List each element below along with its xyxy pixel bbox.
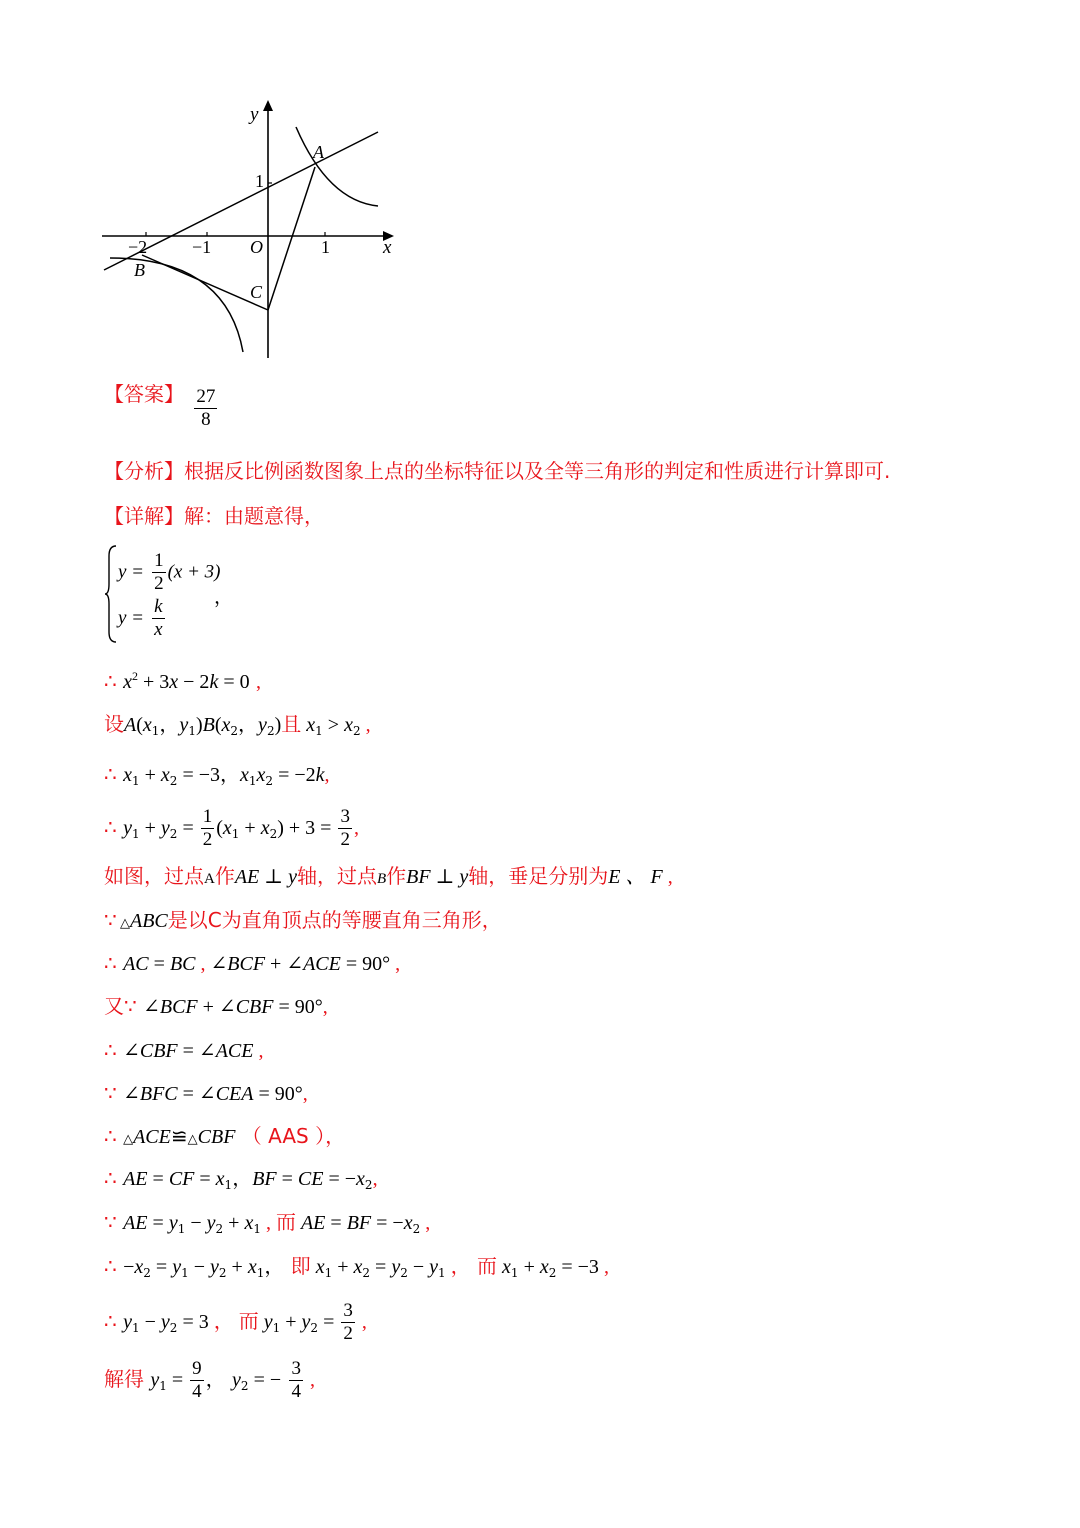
- step-difference: ∴ $y_1 - y_2 = 3$ ， 而 $y_1 + y_2$ = $\frac{3}{2}$ ,: [104, 1300, 367, 1344]
- analysis-text: 根据反比例函数图象上点的坐标特征以及全等三角形的判定和性质进行计算即可.: [184, 459, 891, 483]
- answer-line: [104, 380, 219, 431]
- eq1-frac-num: 1: [154, 550, 164, 571]
- step-construction: 如图，过点A作AE ⊥ y轴，过点B作BF ⊥ y轴，垂足分别为E 、 F ,: [104, 864, 673, 888]
- step-congruent: ∴ △ACE≌△CBF （ AAS ），: [104, 1124, 346, 1148]
- tick-x-neg2: −2: [128, 237, 148, 257]
- equation-system: [104, 544, 304, 644]
- step-combine: ∴ $-x_2 = y_1 - y_2 + x_1$， 即 $x_1 + x_2 = y_2 - y_1$ ， 而 $x_1 + x_2 = -3$ ,: [104, 1254, 609, 1280]
- left-brace-icon: [104, 544, 118, 644]
- eq1-fraction: [152, 550, 166, 595]
- tick-x-neg1: −1: [192, 237, 212, 257]
- detail-text: 解：由题意得，: [184, 504, 324, 528]
- eq2-fraction: [152, 596, 164, 641]
- y-axis-arrow-icon: [263, 100, 273, 111]
- system-trailing-comma: ，: [214, 587, 234, 608]
- eq2-frac-den: x: [154, 619, 163, 640]
- step-equal-angles: ∴ ∠CBF = ∠ACE ,: [104, 1038, 264, 1062]
- eq1-rhs: (x + 3): [167, 561, 221, 583]
- axis-x-label: x: [383, 237, 392, 258]
- step-vieta: ∴ $x_1 + x_2 = -3$，$x_1x_2 = -2k$,: [104, 762, 330, 788]
- step-set-points: 设$A(x_1$，$y_1)B(x_2$，$y_2$)且 $x_1 > x_2$ ,: [104, 712, 371, 738]
- step-ac-bc: ∴ AC = BC , ∠BCF + ∠ACE = 90° ,: [104, 951, 401, 975]
- step-isosceles: ∵ △ABC是以C为直角顶点的等腰直角三角形，: [104, 908, 502, 932]
- axis-y-label: y: [250, 104, 259, 125]
- origin-label: O: [250, 237, 263, 257]
- tick-y-1: 1: [255, 171, 264, 191]
- step-segments: ∴ AE = CF = $x_1$，BF = CE = $-x_2$,: [104, 1166, 378, 1192]
- detail-line: [104, 502, 324, 530]
- point-b-label: B: [134, 260, 145, 280]
- answer-denominator: 8: [201, 409, 211, 430]
- detail-tag: 【详解】: [104, 504, 184, 528]
- point-a-label: A: [313, 142, 324, 162]
- coordinate-figure: [96, 96, 516, 366]
- answer-numerator: 27: [196, 386, 216, 407]
- eq1-lhs: y =: [118, 561, 145, 583]
- hyperbola-branch-left: [110, 258, 243, 352]
- step-solve: 解得 $y_1$ = $\frac{9}{4}$ ， $y_2$ = − $\frac{3}{4}$ ,: [104, 1358, 315, 1402]
- analysis-line: [104, 457, 890, 485]
- tick-x-1: 1: [321, 237, 330, 257]
- step-right-angles: ∵ ∠BFC = ∠CEA = 90°,: [104, 1081, 308, 1105]
- eq2-frac-num: k: [154, 596, 163, 617]
- eq1-frac-den: 2: [154, 573, 164, 594]
- answer-fraction: [194, 386, 217, 431]
- segment-ac: [268, 167, 315, 310]
- step-quadratic: ∴ $x^2 + 3x - 2k = 0$ ,: [104, 669, 261, 693]
- eq2-lhs: y =: [118, 607, 145, 629]
- analysis-tag: 【分析】: [104, 459, 184, 483]
- step-ae: ∵ AE = $y_1 - y_2 + x_1$ , 而 AE = BF = $-x_2$ ,: [104, 1210, 431, 1236]
- answer-tag: 【答案】: [104, 382, 184, 406]
- point-c-label: C: [250, 282, 263, 302]
- step-sum-angles: 又∵ ∠BCF + ∠CBF = 90°,: [104, 994, 328, 1018]
- step-sum-y: ∴ $y_1 + y_2$ = $\frac{1}{2}$ $(x_1 + x_2) + 3$ = $\frac{3}{2}$ ,: [104, 806, 359, 850]
